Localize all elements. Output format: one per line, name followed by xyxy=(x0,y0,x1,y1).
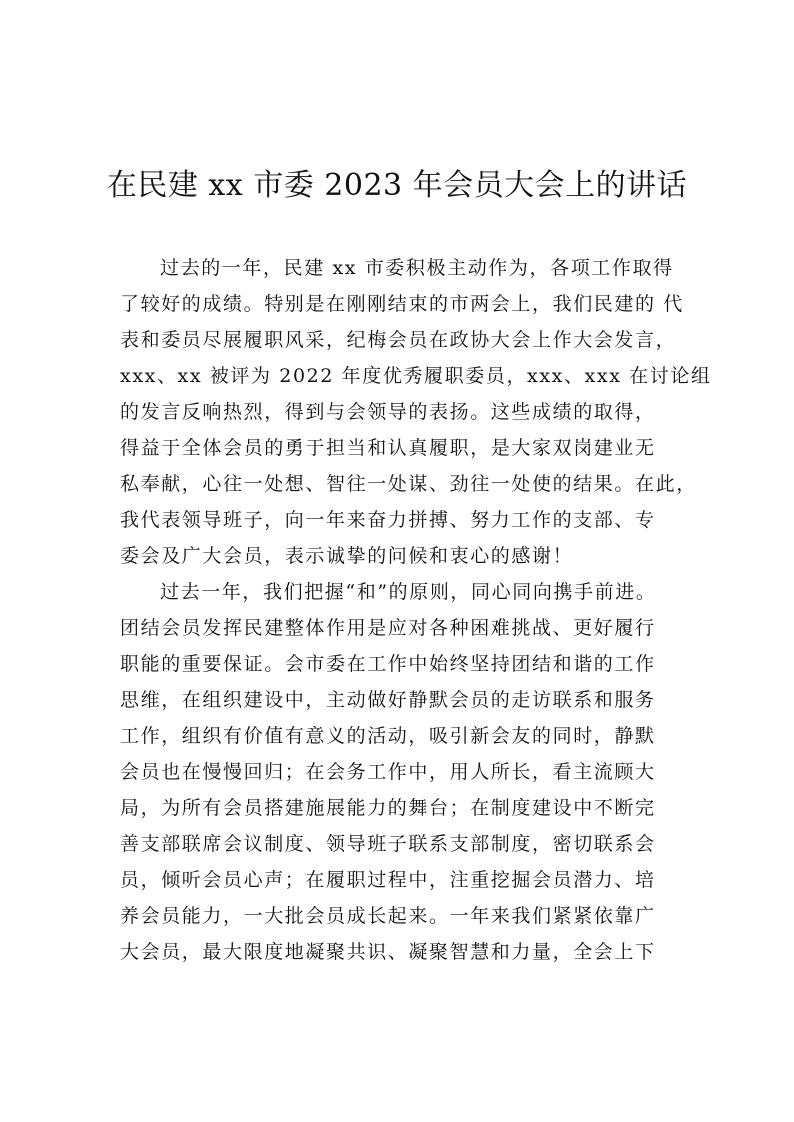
paragraph-line: 养会员能力，一大批会员成长起来。一年来我们紧紧依靠广 xyxy=(120,905,656,927)
paragraph-line: 员，倾听会员心声；在履职过程中，注重挖掘会员潜力、培 xyxy=(120,869,656,891)
paragraph-line: 大会员，最大限度地凝聚共识、凝聚智慧和力量，全会上下 xyxy=(120,941,656,963)
document-title: 在民建 xx 市委 2023 年会员大会上的讲话 xyxy=(106,168,688,204)
paragraph-line: 职能的重要保证。会市委在工作中始终坚持团结和谐的工作 xyxy=(120,653,656,675)
paragraph-line: 表和委员尽展履职风采，纪梅会员在政协大会上作大会发言， xyxy=(120,329,677,351)
paragraph-line: 得益于全体会员的勇于担当和认真履职，是大家双岗建业无 xyxy=(120,437,656,459)
paragraph-line: 团结会员发挥民建整体作用是应对各种困难挑战、更好履行 xyxy=(120,617,656,639)
paragraph-line: 局，为所有会员搭建施展能力的舞台；在制度建设中不断完 xyxy=(120,797,656,819)
paragraph-line: 会员也在慢慢回归；在会务工作中，用人所长，看主流顾大 xyxy=(120,761,656,783)
paragraph-line: 私奉献，心往一处想、智往一处谋、劲往一处使的结果。在此， xyxy=(120,473,697,495)
paragraph-line: 的发言反响热烈，得到与会领导的表扬。这些成绩的取得， xyxy=(120,401,656,423)
paragraph-line: 过去一年，我们把握“和”的原则，同心同向携手前进。 xyxy=(160,581,657,603)
paragraph-2 xyxy=(120,574,676,970)
paragraph-line: 善支部联席会议制度、领导班子联系支部制度，密切联系会 xyxy=(120,833,656,855)
paragraph-1 xyxy=(120,250,712,574)
document-body xyxy=(120,250,712,970)
paragraph-line: 委会及广大会员，表示诚挚的问候和衷心的感谢！ xyxy=(120,545,574,567)
paragraph-line: 了较好的成绩。特别是在刚刚结束的市两会上，我们民建的 代 xyxy=(120,293,684,315)
paragraph-line: 过去的一年，民建 xx 市委积极主动作为，各项工作取得 xyxy=(160,257,674,279)
paragraph-line: 我代表领导班子，向一年来奋力拼搏、努力工作的支部、专 xyxy=(120,509,656,531)
paragraph-line: 工作，组织有价值有意义的活动，吸引新会友的同时，静默 xyxy=(120,725,656,747)
paragraph-line: 思维，在组织建设中，主动做好静默会员的走访联系和服务 xyxy=(120,689,656,711)
paragraph-line: xxx、xx 被评为 2022 年度优秀履职委员，xxx、xxx 在讨论组 xyxy=(120,365,712,387)
